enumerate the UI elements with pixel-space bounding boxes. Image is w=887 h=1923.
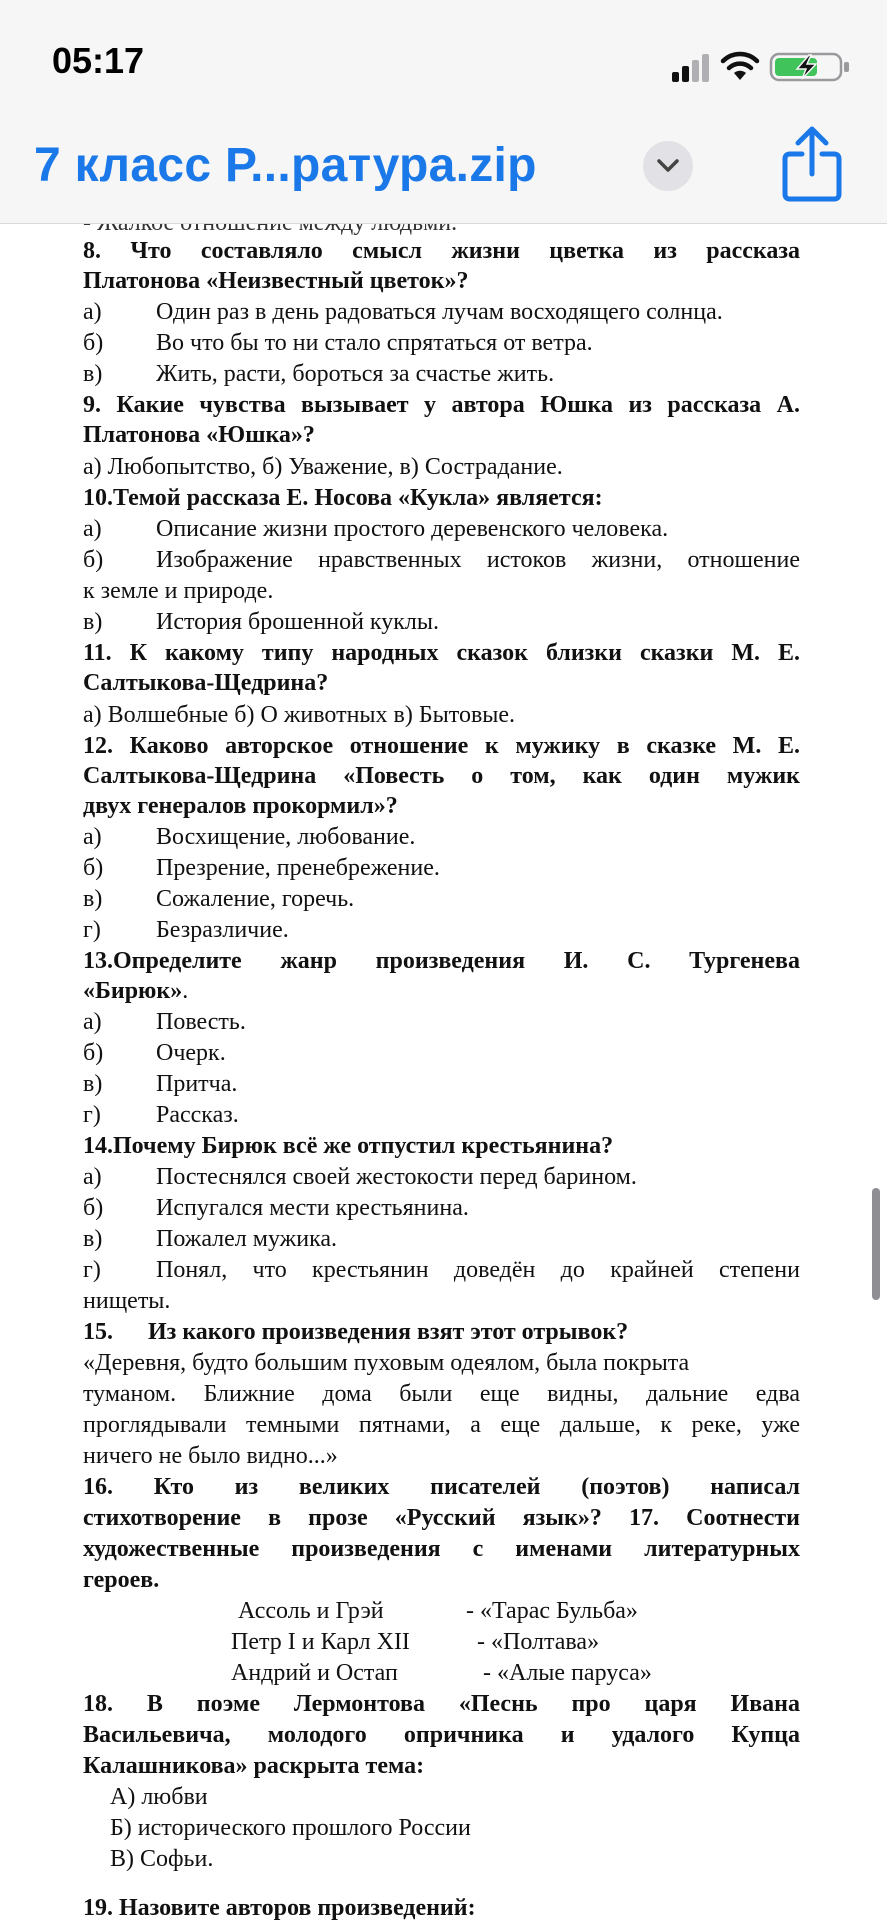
work-title: «Бирюк» — [83, 978, 183, 1004]
option-marker: в) — [83, 886, 103, 912]
excerpt-line: ничего не было видно...» — [83, 1443, 338, 1469]
question-18-cont: Васильевича, молодого опричника и удалого Купца — [83, 1722, 800, 1748]
option-text-cont: к земле и природе. — [83, 578, 274, 604]
match-right: - «Алые паруса» — [483, 1660, 652, 1686]
question-13-cont — [83, 976, 800, 1006]
option-marker: б) — [83, 547, 104, 573]
question-17: художественные произведения с именами литературных — [83, 1536, 800, 1562]
question-12-cont: двух генералов прокормил»? — [83, 793, 398, 819]
option-text: Безразличие. — [156, 917, 289, 943]
period: . — [182, 978, 189, 1004]
wifi-icon — [720, 50, 760, 82]
answers-line: а) Любопытство, б) Уважение, в) Сострадание. — [83, 454, 563, 480]
question-16-cont: стихотворение в прозе «Русский язык»? 17. Соотнести — [83, 1505, 800, 1531]
option-text: Изображение нравственных истоков жизни, отношение — [156, 547, 800, 573]
option-text: Пожалел мужика. — [156, 1226, 338, 1252]
status-time: 05:17 — [52, 40, 145, 81]
match-right: - «Полтава» — [477, 1629, 600, 1655]
option-marker: а) — [83, 1164, 102, 1190]
question-11-cont: Салтыкова-Щедрина? — [83, 670, 329, 696]
option-text: Жить, расти, бороться за счастье жить. — [156, 361, 555, 387]
option-marker: а) — [83, 824, 102, 850]
option-text: Постеснялся своей жестокости перед барином. — [156, 1164, 637, 1190]
title-menu-button[interactable] — [643, 141, 693, 191]
question-13: 13.Определите жанр произведения И. С. Тургенева — [83, 948, 800, 974]
option-marker: б) — [83, 1040, 104, 1066]
option-text: Описание жизни простого деревенского человека. — [156, 516, 669, 542]
option-marker: в) — [83, 1226, 103, 1252]
option-text: Понял, что крестьянин доведён до крайней степени — [156, 1257, 800, 1283]
option-marker: а) — [83, 1009, 102, 1035]
option-text: Притча. — [156, 1071, 238, 1097]
option-marker: г) — [83, 1257, 101, 1283]
option-text: Презрение, пренебрежение. — [156, 855, 440, 881]
status-icons — [597, 46, 857, 86]
match-left: Андрий и Остап — [231, 1660, 398, 1686]
question-8-cont: Платонова «Неизвестный цветок»? — [83, 268, 469, 294]
question-15-number: 15. — [83, 1319, 113, 1345]
option-text: Рассказ. — [156, 1102, 239, 1128]
option-marker: б) — [83, 1195, 104, 1221]
excerpt-line: туманом. Ближние дома были еще видны, дальние едва — [83, 1381, 800, 1407]
option-text: Б) исторического прошлого России — [110, 1815, 471, 1841]
scroll-indicator[interactable] — [872, 1188, 880, 1300]
chevron-down-icon — [656, 156, 680, 176]
battery-charging-icon — [769, 52, 853, 82]
question-12: 12. Каково авторское отношение к мужику в сказке М. Е. — [83, 733, 800, 759]
option-text: Повесть. — [156, 1009, 246, 1035]
option-text: Один раз в день радоваться лучам восходящего солнца. — [156, 299, 723, 325]
option-marker: г) — [83, 1102, 101, 1128]
option-text: Во что бы то ни стало спрятаться от ветра. — [156, 330, 593, 356]
match-left: Петр I и Карл XII — [231, 1629, 410, 1655]
document-title: 7 класс Р...ратура.zip — [34, 139, 537, 192]
question-16: 16. Кто из великих писателей (поэтов) написал — [83, 1474, 800, 1500]
answers-line: а) Волшебные б) О животных в) Бытовые. — [83, 702, 516, 728]
match-right: - «Тарас Бульба» — [466, 1598, 638, 1624]
question-19: 19. Назовите авторов произведений: — [83, 1895, 476, 1921]
question-18-cont: Калашникова» раскрыта тема: — [83, 1753, 425, 1779]
option-text: История брошенной куклы. — [156, 609, 439, 635]
option-text: Испугался мести крестьянина. — [156, 1195, 469, 1221]
question-8: 8. Что составляло смысл жизни цветка из рассказа — [83, 238, 800, 264]
excerpt-line: «Деревня, будто большим пуховым одеялом, была покрыта — [83, 1350, 690, 1376]
document-page[interactable] — [0, 224, 887, 1920]
option-text: Восхищение, любование. — [156, 824, 416, 850]
option-marker: а) — [83, 516, 102, 542]
question-14: 14.Почему Бирюк всё же отпустил крестьянина? — [83, 1133, 614, 1159]
cellular-signal-icon — [672, 52, 712, 82]
option-text: А) любви — [110, 1784, 208, 1810]
option-marker: в) — [83, 609, 103, 635]
option-marker: в) — [83, 1071, 103, 1097]
option-text-cont: нищеты. — [83, 1288, 171, 1314]
question-12-cont: Салтыкова-Щедрина «Повесть о том, как один мужик — [83, 763, 800, 789]
question-15: Из какого произведения взят этот отрывок? — [148, 1319, 629, 1345]
option-marker: б) — [83, 855, 104, 881]
question-11: 11. К какому типу народных сказок близки сказки М. Е. — [83, 640, 800, 666]
question-9-cont: Платонова «Юшка»? — [83, 422, 315, 448]
option-marker: в) — [83, 361, 103, 387]
question-9: 9. Какие чувства вызывает у автора Юшка из рассказа А. — [83, 392, 800, 418]
option-text: В) Софьи. — [110, 1846, 214, 1872]
question-17-cont: героев. — [83, 1567, 160, 1593]
option-text: Сожаление, горечь. — [156, 886, 355, 912]
share-icon[interactable] — [780, 124, 844, 204]
question-10: 10.Темой рассказа Е. Носова «Кукла» является: — [83, 485, 603, 511]
option-marker: а) — [83, 299, 102, 325]
option-marker: б) — [83, 330, 104, 356]
top-bar — [0, 0, 887, 224]
question-18: 18. В поэме Лермонтова «Песнь про царя Ивана — [83, 1691, 800, 1717]
excerpt-line: проглядывали темными пятнами, а еще дальше, к реке, уже — [83, 1412, 800, 1438]
option-marker: г) — [83, 917, 101, 943]
match-left: Ассоль и Грэй — [238, 1598, 384, 1624]
option-text: Очерк. — [156, 1040, 226, 1066]
